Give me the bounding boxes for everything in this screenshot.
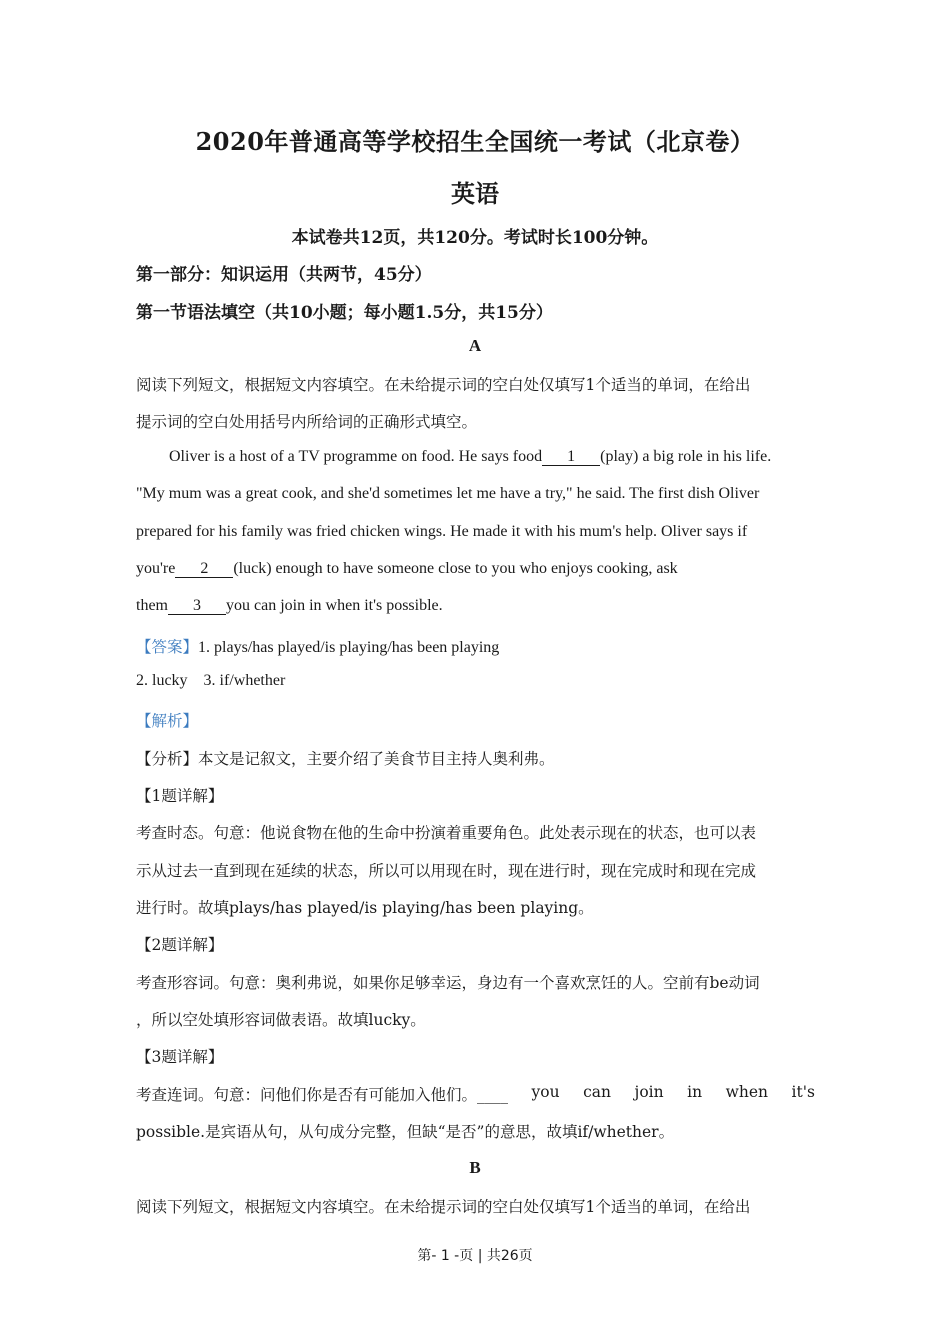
q3-explanation-line1: [136, 1083, 815, 1105]
passage-a-instruction-line1: 阅读下列短文，根据短文内容填空。在未给提示词的空白处仅填写1个适当的单词，在给出: [136, 376, 751, 394]
q1-explanation-line1: 考查时态。句意：他说食物在他的生命中扮演着重要角色。此处表示现在的状态，也可以表: [136, 824, 757, 842]
blank-2: 2: [175, 561, 233, 578]
answer-tag: 【答案】: [136, 638, 199, 656]
q3-word: in: [687, 1083, 703, 1101]
blank-3: 3: [168, 598, 226, 615]
analysis-summary: 【分析】本文是记叙文，主要介绍了美食节目主持人奥利弗。: [136, 750, 555, 768]
passage-line-2: "My mum was a great cook, and she'd sometimes let me have a try," he said. The first dish Oliver: [136, 485, 760, 502]
q3-word: 考查连词。句意：问他们你是否有可能加入他们。____: [136, 1086, 509, 1104]
passage-text: (luck) enough to have someone close to you who enjoys cooking, ask: [233, 560, 678, 577]
passage-text: you can join in when it's possible.: [226, 597, 443, 614]
q2-explanation-line2: ，所以空处填形容词做表语。故填lucky。: [136, 1011, 426, 1029]
subject-title: 英语: [451, 179, 499, 208]
blank-1: 1: [542, 449, 600, 466]
q1-heading: 【1题详解】: [136, 787, 224, 805]
q3-heading: 【3题详解】: [136, 1048, 224, 1066]
q2-heading: 【2题详解】: [136, 936, 224, 954]
q3-word: you: [531, 1083, 560, 1101]
passage-b-instruction-line1: 阅读下列短文，根据短文内容填空。在未给提示词的空白处仅填写1个适当的单词，在给出: [136, 1198, 751, 1216]
part1-heading: 第一部分：知识运用（共两节，45分）: [136, 265, 432, 285]
passage-line-1: [169, 448, 771, 466]
exam-title: 2020年普通高等学校招生全国统一考试（北京卷）: [195, 127, 755, 156]
answer-line-2: 2. lucky 3. if/whether: [136, 672, 286, 689]
q1-explanation-line2: 示从过去一直到现在延续的状态，所以可以用现在时，现在进行时，现在完成时和现在完成: [136, 862, 757, 880]
q3-word: can: [583, 1083, 612, 1101]
analysis-tag: 【解析】: [136, 712, 199, 730]
q3-explanation-line2: possible.是宾语从句，从句成分完整，但缺“是否”的意思，故填if/whether。: [136, 1123, 675, 1141]
section1-heading: 第一节语法填空（共10小题；每小题1.5分，共15分）: [136, 303, 553, 323]
q2-explanation-line1: 考查形容词。句意：奥利弗说，如果你足够幸运，身边有一个喜欢烹饪的人。空前有be动词: [136, 974, 760, 992]
passage-a-instruction-line2: 提示词的空白处用括号内所给词的正确形式填空。: [136, 413, 478, 431]
exam-info: 本试卷共12页，共120分。考试时长100分钟。: [291, 228, 659, 248]
passage-line-3: prepared for his family was fried chicken wings. He made it with his mum's help. Oliver says if: [136, 523, 748, 540]
answer-line-1: [136, 635, 499, 657]
q3-word: when: [725, 1083, 769, 1101]
passage-text: (play) a big role in his life.: [600, 448, 772, 465]
passage-text: Oliver is a host of a TV programme on food. He says food: [169, 448, 543, 465]
passage-line-4: [136, 560, 678, 578]
passage-line-5: [136, 597, 443, 615]
passage-b-label: B: [469, 1158, 481, 1177]
q3-word: join: [634, 1083, 664, 1101]
page-footer: 第- 1 -页 | 共26页: [417, 1248, 533, 1264]
passage-text: you're: [136, 560, 176, 577]
passage-a-label: A: [468, 336, 482, 355]
q3-word: it's: [791, 1083, 815, 1101]
q1-explanation-line3: 进行时。故填plays/has played/is playing/has been playing。: [136, 899, 594, 917]
passage-text: them: [136, 597, 168, 614]
answer-text: 1. plays/has played/is playing/has been playing: [198, 639, 500, 656]
